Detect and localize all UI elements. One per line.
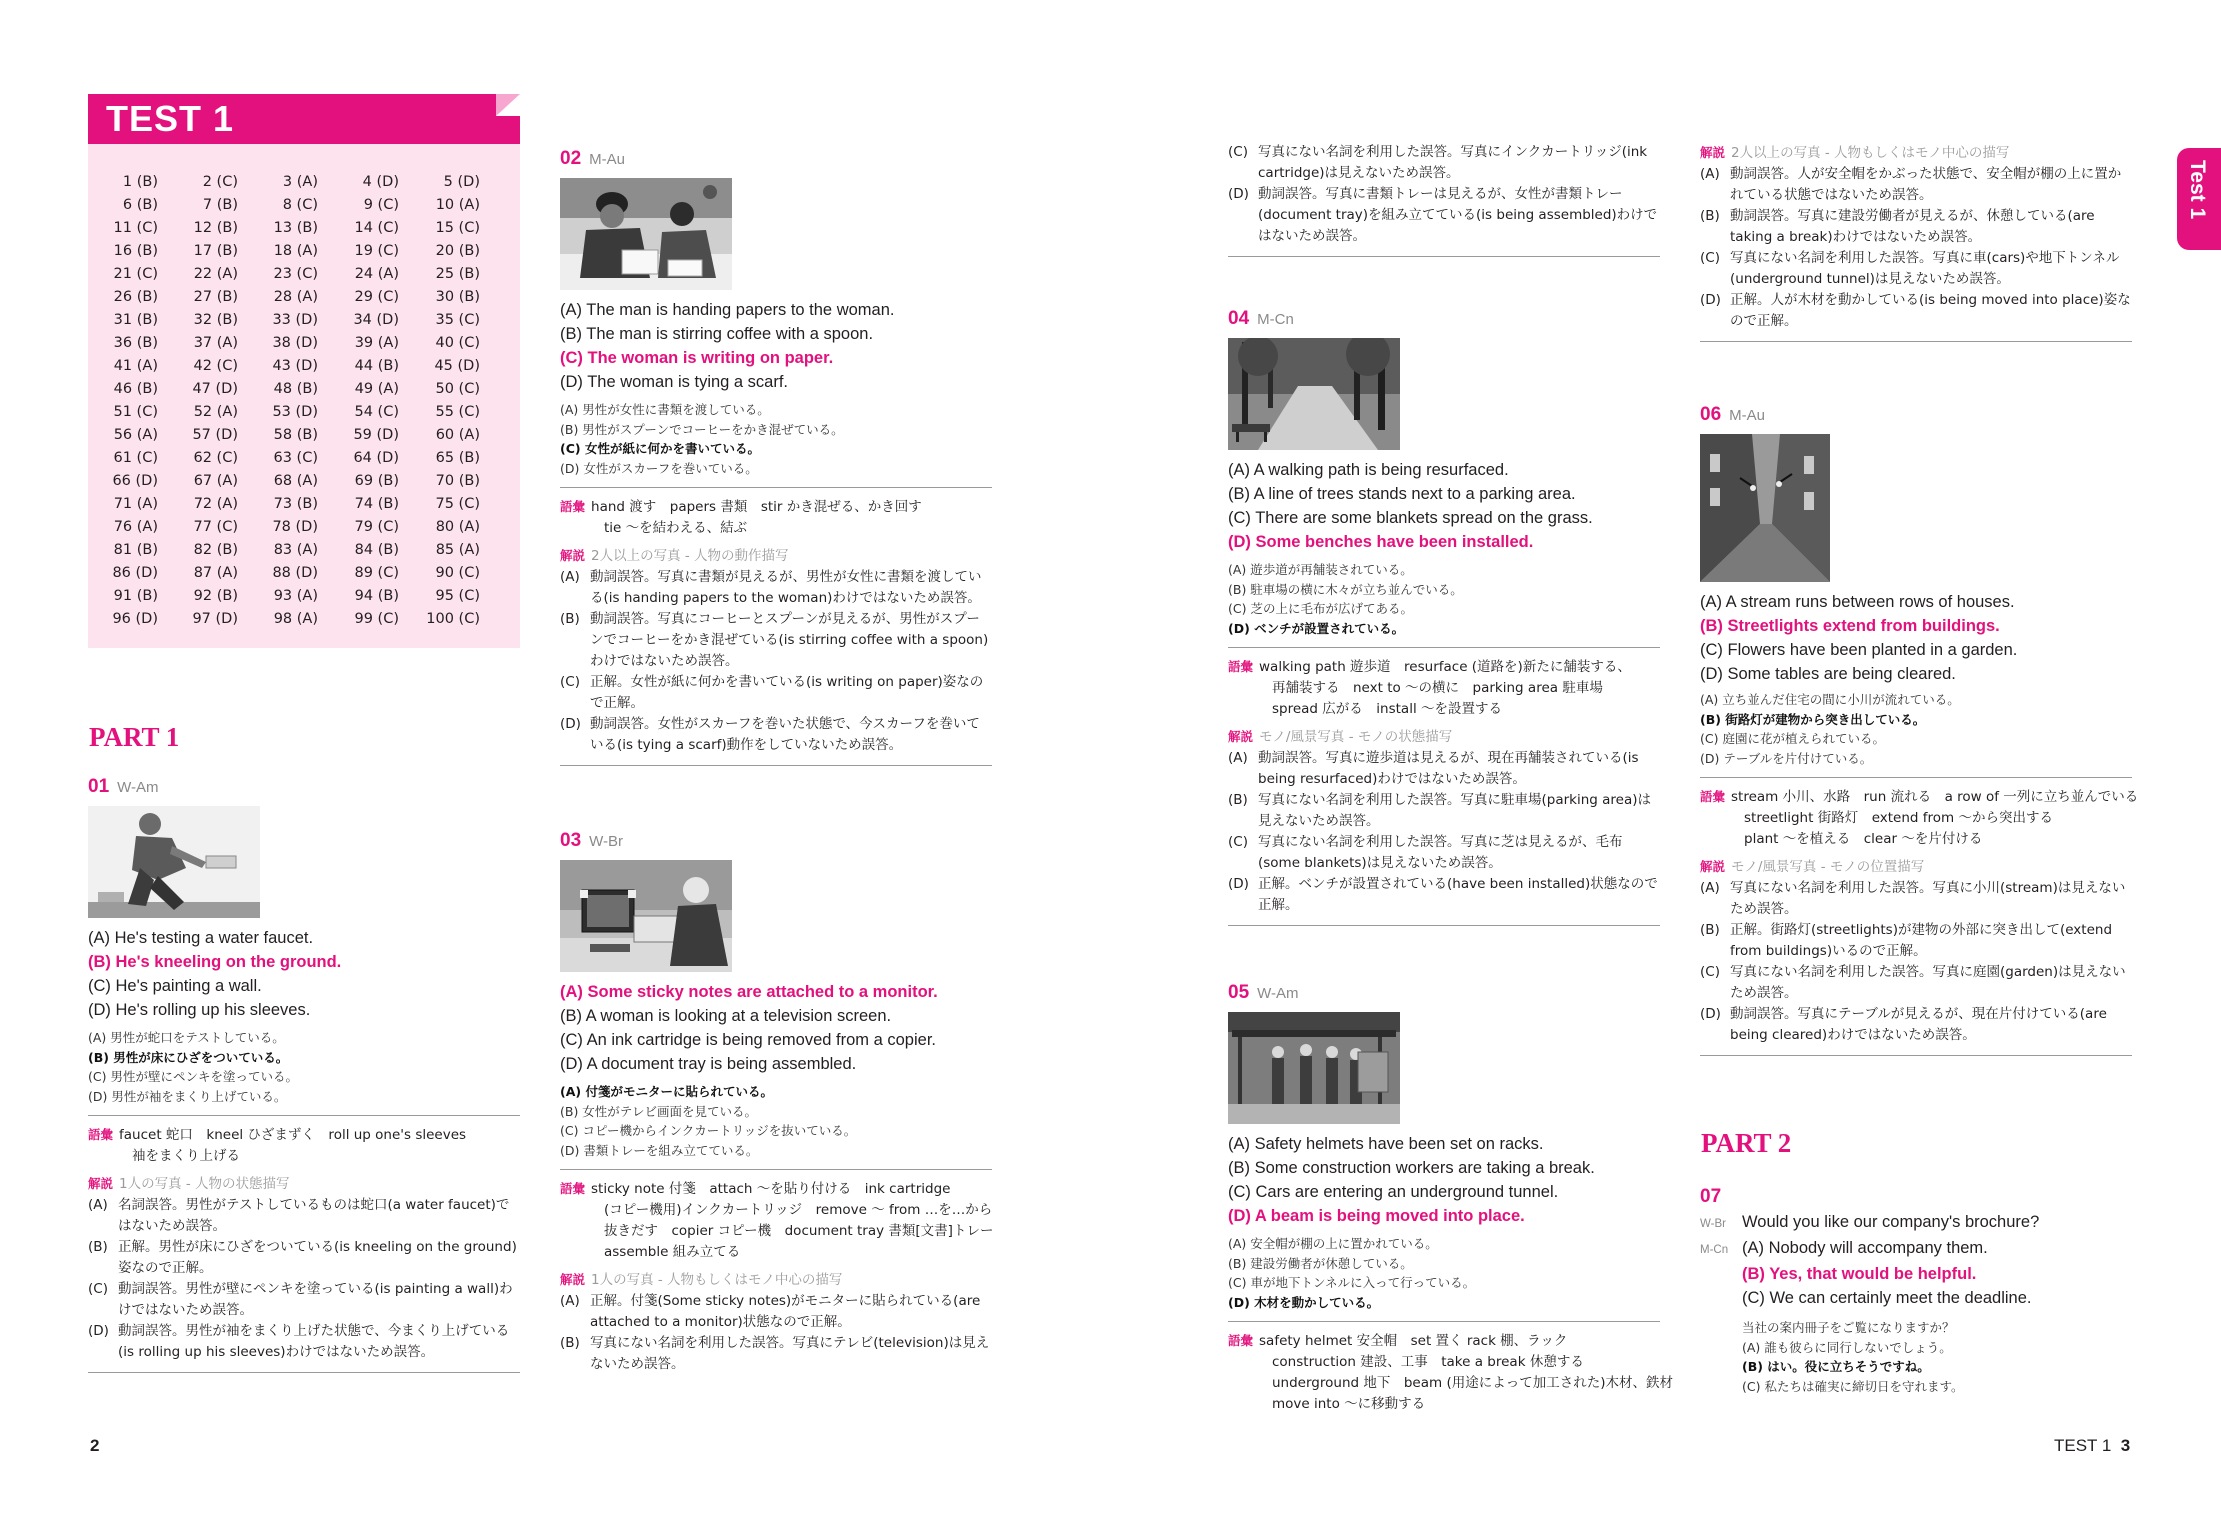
answer-key-cell: 10 (A): [435, 197, 480, 213]
vocabulary: 語彙 sticky note 付箋 attach ～を貼り付ける ink cartridge (コピー機用)インクカートリッジ remove ～ from …を…から 抜きだす copier コピー機 document tray 書類[文書]トレー assemble 組み立てる: [560, 1181, 994, 1260]
divider: [560, 1169, 992, 1170]
jp-option-c: (C) 車が地下トンネルに入って行っている。: [1228, 1275, 1476, 1290]
options-english: [560, 980, 992, 1076]
jp-option-a: (A) 男性が蛇口をテストしている。: [88, 1030, 285, 1045]
vocabulary: 語彙 walking path 遊歩道 resurface (道路を)新たに舗装する、 再舗装する next to ～の横に parking area 駐車場 spread 広がる install ～を設置する: [1228, 659, 1631, 717]
divider: [1700, 341, 2132, 342]
answer-key-cell: 16 (B): [113, 243, 158, 259]
option-c: (C) There are some blankets spread on the grass.: [1228, 509, 1593, 527]
answer-key-cell: 92 (B): [193, 588, 238, 604]
answer-key-cell: 100 (C): [426, 611, 480, 627]
answer-key-cell: 28 (A): [273, 289, 318, 305]
options-japanese: [1700, 690, 2132, 768]
question-05-explanation: [1700, 142, 2132, 350]
explanation: (A) 正解。付箋(Some sticky notes)がモニターに貼られている(are attached to a monitor)状態なので正解。 (B) 写真にない名詞を利用した誤答。写真にテレビ(television)は見えないため誤答。: [560, 1293, 990, 1372]
option-d: (D) The woman is tying a scarf.: [560, 373, 789, 391]
option-b-correct: (B) Yes, that would be helpful.: [1742, 1265, 1977, 1283]
speaker-label: M-Cn: [1257, 311, 1294, 328]
answer-key-row: [88, 174, 520, 197]
answer-key-cell: 20 (B): [435, 243, 480, 259]
vocabulary: 語彙 safety helmet 安全帽 set 置く rack 棚、ラック construction 建設、工事 take a break 休憩する underground 地下 beam (用途によって加工された)木材、鉄材 move into ～に移動する: [1228, 1333, 1673, 1412]
option-d: (D) Some tables are being cleared.: [1700, 665, 1956, 683]
answer-key-cell: 79 (C): [354, 519, 399, 535]
answer-key-cell: 63 (C): [273, 450, 318, 466]
answer-key-cell: 33 (D): [272, 312, 318, 328]
answer-key-row: [88, 381, 520, 404]
answer-key-cell: 70 (B): [435, 473, 480, 489]
answer-key-cell: 40 (C): [435, 335, 480, 351]
answer-key-cell: 59 (D): [353, 427, 399, 443]
options-english: [88, 926, 520, 1022]
answer-key-cell: 54 (C): [354, 404, 399, 420]
answer-key-cell: 78 (D): [272, 519, 318, 535]
answer-key-cell: 24 (A): [354, 266, 399, 282]
answer-key-cell: 75 (C): [435, 496, 480, 512]
options-japanese: [1228, 560, 1660, 638]
explanation: (A) 動詞誤答。人が安全帽をかぶった状態で、安全帽が棚の上に置かれている状態ではないため誤答。 (B) 動詞誤答。写真に建設労働者が見えるが、休憩している(are taking a break)わけではないため誤答。 (C) 写真にない名詞を利用した誤答。写真に車(cars)や地下トンネル(underground tunnel)は見えないため誤答。 (D) 正解。人が木材を動かしている(is being moved into place)姿なので正解。: [1700, 166, 2131, 329]
answer-key-cell: 57 (D): [192, 427, 238, 443]
answer-key-cell: 30 (B): [435, 289, 480, 305]
vocabulary: 語彙 stream 小川、水路 run 流れる a row of 一列に立ち並んでいる streetlight 街路灯 extend from ～から突出する plant ～を植える clear ～を片付ける: [1700, 789, 2139, 847]
part2-title: PART 2: [1701, 1128, 1792, 1158]
answer-key-row: [88, 220, 520, 243]
answer-key-cell: 86 (D): [112, 565, 158, 581]
option-c: (C) Cars are entering an underground tunnel.: [1228, 1183, 1559, 1201]
option-a: (A) Nobody will accompany them.: [1742, 1239, 1988, 1257]
jp-option-b: (B) 建設労働者が休憩している。: [1228, 1255, 1413, 1271]
answer-key-row: [88, 519, 520, 542]
answer-key-cell: 84 (B): [354, 542, 399, 558]
answer-key-cell: 50 (C): [435, 381, 480, 397]
answer-key-cell: 41 (A): [113, 358, 158, 374]
question-05: [1228, 982, 1673, 1415]
speaker-label: W-Br: [589, 833, 624, 850]
options-japanese: [560, 1082, 992, 1160]
question-number: 03 W-Br: [560, 830, 624, 851]
footer-test-label: TEST 1: [2054, 1436, 2112, 1455]
answer-key-cell: 51 (C): [113, 404, 158, 420]
answer-key-cell: 64 (D): [353, 450, 399, 466]
answer-key-cell: 96 (D): [112, 611, 158, 627]
jp-option-b: (B) 女性がテレビ画面を見ている。: [560, 1103, 758, 1119]
photo-woman-monitor: [560, 860, 732, 972]
answer-key-cell: 4 (D): [362, 174, 399, 190]
answer-key-cell: 67 (A): [193, 473, 238, 489]
jp-option-d: (D) 女性がスカーフを巻いている。: [560, 460, 758, 476]
vocabulary: 語彙 faucet 蛇口 kneel ひざまずく roll up one's sleeves 袖をまくり上げる: [88, 1127, 467, 1164]
answer-key-table: [88, 144, 520, 648]
answer-key-cell: 3 (A): [282, 174, 318, 190]
option-b: (B) A woman is looking at a television screen.: [560, 1007, 892, 1025]
options-japanese: [560, 400, 992, 478]
jp-option-a: (A) 安全帽が棚の上に置かれている。: [1228, 1236, 1438, 1251]
answer-key-row: [88, 588, 520, 611]
answer-key-cell: 53 (D): [272, 404, 318, 420]
answer-key-cell: 13 (B): [273, 220, 318, 236]
option-c: (C) Flowers have been planted in a garden.: [1700, 641, 2018, 659]
question-03-continued: [1228, 142, 1660, 265]
question-02: [560, 148, 992, 774]
answer-key-cell: 45 (D): [434, 358, 480, 374]
jp-option-b: (B) はい。役に立ちそうですね。: [1742, 1359, 1930, 1374]
question-01: [88, 776, 520, 1381]
option-a: (A) A stream runs between rows of houses.: [1700, 593, 2015, 611]
answer-key-cell: 52 (A): [193, 404, 238, 420]
option-c-correct: (C) The woman is writing on paper.: [560, 349, 834, 367]
explanation-head: 解説 1人の写真 - 人物もしくはモノ中心の描写: [560, 1272, 843, 1288]
answer-key-cell: 25 (B): [435, 266, 480, 282]
options-english: [560, 298, 992, 394]
answer-key-row: [88, 243, 520, 266]
option-c: (C) He's painting a wall.: [88, 977, 262, 995]
answer-key-cell: 98 (A): [273, 611, 318, 627]
jp-option-b: (B) 男性がスプーンでコーヒーをかき混ぜている。: [560, 421, 844, 437]
jp-option-c: (C) 庭園に花が植えられている。: [1700, 731, 1885, 746]
question-06: [1700, 404, 2139, 1064]
answer-key-cell: 69 (B): [354, 473, 399, 489]
option-c: (C) An ink cartridge is being removed from a copier.: [560, 1031, 936, 1049]
jp-option-d: (D) 男性が袖をまくり上げている。: [88, 1088, 287, 1104]
question-number: 01 W-Am: [88, 776, 159, 797]
option-b-correct: (B) Streetlights extend from buildings.: [1700, 617, 2000, 635]
explanation-head: 解説 モノ/風景写真 - モノの位置描写: [1700, 859, 1925, 875]
answer-key-cell: 38 (D): [272, 335, 318, 351]
answer-key-row: [88, 427, 520, 450]
answer-key-cell: 97 (D): [192, 611, 238, 627]
options-english: [1228, 458, 1660, 554]
answer-key-row: [88, 565, 520, 588]
option-a: (A) Safety helmets have been set on racks.: [1228, 1135, 1544, 1153]
jp-option-a: (A) 男性が女性に書類を渡している。: [560, 402, 770, 417]
divider: [560, 765, 992, 766]
answer-key-cell: 89 (C): [354, 565, 399, 581]
option-b: (B) A line of trees stands next to a parking area.: [1228, 485, 1576, 503]
jp-option-d: (D) 木材を動かしている。: [1228, 1294, 1380, 1310]
test-header: [88, 94, 520, 144]
explanation: (A) 動詞誤答。写真に書類が見えるが、男性が女性に書類を渡している(is handing papers to the woman)わけではないため誤答。 (B) 動詞誤答。写真にコーヒーとスプーンが見えるが、男性がスプーンでコーヒーをかき混ぜている(is stirring coffee with a spoon)わけではないため誤答。 (C) 正解。女性が紙に何かを書いている(is writing on paper)姿なので正解。 (D) 動詞誤答。女性がスカーフを巻いた状態で、今スカーフを巻いている(is tying a scarf)動作をしていないため誤答。: [560, 569, 989, 753]
answer-key-cell: 49 (A): [354, 381, 399, 397]
options-japanese: [88, 1028, 520, 1106]
option-d-correct: (D) A beam is being moved into place.: [1228, 1207, 1525, 1225]
options-japanese: [1700, 1318, 2132, 1396]
answer-key-cell: 76 (A): [113, 519, 158, 535]
answer-key-cell: 74 (B): [354, 496, 399, 512]
option-a: (A) He's testing a water faucet.: [88, 929, 314, 947]
answer-key-cell: 48 (B): [273, 381, 318, 397]
question-number: 04 M-Cn: [1228, 308, 1294, 329]
answer-key-row: [88, 335, 520, 358]
answer-key-cell: 82 (B): [193, 542, 238, 558]
answer-key-cell: 80 (A): [435, 519, 480, 535]
jp-option-d: (D) ベンチが設置されている。: [1228, 620, 1405, 636]
photo-narrow-street: [1700, 434, 1830, 582]
jp-option-b: (B) 男性が床にひざをついている。: [88, 1049, 289, 1065]
jp-option-c: (C) 芝の上に毛布が広げてある。: [1228, 601, 1413, 616]
answer-key-cell: 8 (C): [282, 197, 318, 213]
answer-key-row: [88, 358, 520, 381]
answer-key-cell: 14 (C): [354, 220, 399, 236]
answer-key-cell: 9 (C): [363, 197, 399, 213]
speaker-label: W-Am: [1257, 985, 1299, 1002]
answer-key-cell: 56 (A): [113, 427, 158, 443]
answer-key-row: [88, 542, 520, 565]
jp-option-d: (D) 書類トレーを組み立てている。: [560, 1142, 759, 1158]
answer-key-cell: 42 (C): [193, 358, 238, 374]
option-d: (D) A document tray is being assembled.: [560, 1055, 857, 1073]
photo-man-kneeling: [88, 806, 260, 918]
answer-key-cell: 44 (B): [354, 358, 399, 374]
explanation-head: 解説 1人の写真 - 人物の状態描写: [88, 1176, 290, 1192]
option-d-correct: (D) Some benches have been installed.: [1228, 533, 1534, 551]
answer-key-cell: 7 (B): [202, 197, 238, 213]
answer-key-row: [88, 473, 520, 496]
photo-workers-beam: [1228, 1012, 1400, 1124]
divider: [1700, 777, 2132, 778]
page-footer-right: [2054, 1436, 2130, 1456]
page-number-left: 2: [90, 1436, 100, 1455]
divider: [88, 1372, 520, 1373]
answer-key-cell: 36 (B): [113, 335, 158, 351]
answer-key-cell: 77 (C): [193, 519, 238, 535]
speaker-label: M-Au: [589, 151, 625, 168]
divider: [560, 487, 992, 488]
vocabulary: 語彙 hand 渡す papers 書類 stir かき混ぜる、かき回す tie ～を結わえる、結ぶ: [560, 499, 922, 536]
answer-key-cell: 94 (B): [354, 588, 399, 604]
jp-question: 当社の案内冊子をご覧になりますか？: [1742, 1320, 1955, 1335]
option-a: (A) A walking path is being resurfaced.: [1228, 461, 1509, 479]
answer-key-cell: 62 (C): [193, 450, 238, 466]
answer-key-cell: 5 (D): [443, 174, 480, 190]
divider: [1228, 256, 1660, 257]
answer-key-row: [88, 450, 520, 473]
option-b: (B) The man is stirring coffee with a spoon.: [560, 325, 874, 343]
answer-key-cell: 12 (B): [193, 220, 238, 236]
option-b: (B) Some construction workers are taking a break.: [1228, 1159, 1595, 1177]
answer-key-cell: 68 (A): [273, 473, 318, 489]
divider: [1228, 1321, 1660, 1322]
question-number: 06 M-Au: [1700, 404, 1765, 425]
answer-key-cell: 11 (C): [113, 220, 158, 236]
answer-key-row: [88, 312, 520, 335]
answer-key-cell: 37 (A): [193, 335, 238, 351]
answer-key-cell: 15 (C): [435, 220, 480, 236]
jp-option-c: (C) 女性が紙に何かを書いている。: [560, 441, 760, 456]
jp-option-a: (A) 立ち並んだ住宅の間に小川が流れている。: [1700, 692, 1960, 707]
answer-key-cell: 6 (B): [122, 197, 158, 213]
answer-key-row: [88, 404, 520, 427]
explanation: (A) 名詞誤答。男性がテストしているものは蛇口(a water faucet)ではないため誤答。 (B) 正解。男性が床にひざをついている(is kneeling on the ground)姿なので正解。 (C) 動詞誤答。男性が壁にペンキを塗っている(is painting a wall)わけではないため誤答。 (D) 動詞誤答。男性が袖をまくり上げた状態で、今まくり上げている(is rolling up his sleeves)わけではないため誤答。: [88, 1197, 517, 1360]
answer-key-row: [88, 496, 520, 519]
answer-key-cell: 17 (B): [193, 243, 238, 259]
option-b-correct: (B) He's kneeling on the ground.: [88, 953, 342, 971]
option-c: (C) We can certainly meet the deadline.: [1742, 1289, 2032, 1307]
speaker-label: M-Au: [1729, 407, 1765, 424]
answer-key-cell: 99 (C): [354, 611, 399, 627]
answer-key-cell: 66 (D): [112, 473, 158, 489]
answer-key-cell: 61 (C): [113, 450, 158, 466]
jp-option-c: (C) 私たちは確実に締切日を守れます。: [1742, 1378, 1964, 1394]
answer-key-cell: 39 (A): [354, 335, 399, 351]
jp-option-d: (D) テーブルを片付けている。: [1700, 750, 1873, 766]
question-number: 02 M-Au: [560, 148, 625, 169]
answer-key-cell: 27 (B): [193, 289, 238, 305]
answer-key-cell: 47 (D): [192, 381, 238, 397]
answer-key-cell: 90 (C): [435, 565, 480, 581]
answer-key-cell: 46 (B): [113, 381, 158, 397]
answer-key-cell: 32 (B): [193, 312, 238, 328]
jp-option-c: (C) 男性が壁にペンキを塗っている。: [88, 1069, 298, 1084]
photo-park-path-benches: [1228, 338, 1400, 450]
speaker-label: W-Am: [117, 779, 159, 796]
side-tab: Test 1: [2177, 148, 2221, 250]
answer-key-cell: 58 (B): [273, 427, 318, 443]
answer-key-cell: 73 (B): [273, 496, 318, 512]
photo-man-woman-papers: [560, 178, 732, 290]
page-number-right: 3: [2120, 1436, 2131, 1455]
answer-key-cell: 72 (A): [193, 496, 238, 512]
explanation-continued: (C) 写真にない名詞を利用した誤答。写真にインクカートリッジ(ink cartridge)は見えないため誤答。 (D) 動詞誤答。写真に書類トレーは見えるが、女性が書類トレー(document tray)を組み立てている(is being assembled)わけではないため誤答。: [1228, 144, 1658, 244]
jp-option-c: (C) コピー機からインクカートリッジを抜いている。: [560, 1123, 857, 1138]
speaker-label: W-Br: [1700, 1218, 1726, 1230]
option-a-correct: (A) Some sticky notes are attached to a monitor.: [560, 983, 938, 1001]
dialogue: [1700, 1210, 2132, 1310]
jp-option-b: (B) 駐車場の横に木々が立ち並んでいる。: [1228, 581, 1463, 597]
answer-key-cell: 22 (A): [193, 266, 238, 282]
answer-key-cell: 2 (C): [202, 174, 238, 190]
divider: [88, 1115, 520, 1116]
jp-option-a: (A) 付箋がモニターに貼られている。: [560, 1084, 773, 1099]
answer-key-cell: 95 (C): [435, 588, 480, 604]
explanation: (A) 動詞誤答。写真に遊歩道は見えるが、現在再舗装されている(is being resurfaced)わけではないため誤答。 (B) 写真にない名詞を利用した誤答。写真に駐車場(parking area)は見えないため誤答。 (C) 写真にない名詞を利用した誤答。写真に芝は見えるが、毛布(some blankets)は見えないため誤答。 (D) 正解。ベンチが設置されている(have been installed)状態なので正解。: [1228, 750, 1658, 913]
answer-key-cell: 34 (D): [353, 312, 399, 328]
question-04: [1228, 308, 1660, 934]
answer-key-cell: 21 (C): [113, 266, 158, 282]
corner-fold: [496, 94, 520, 116]
options-english: [1228, 1132, 1660, 1228]
options-english: [1700, 590, 2132, 686]
question-03: [560, 830, 992, 1375]
answer-key-cell: 1 (B): [122, 174, 158, 190]
answer-key-cell: 19 (C): [354, 243, 399, 259]
answer-key-cell: 18 (A): [273, 243, 318, 259]
answer-key-cell: 88 (D): [272, 565, 318, 581]
explanation-head: 解説 モノ/風景写真 - モノの状態描写: [1228, 729, 1453, 745]
divider: [1228, 925, 1660, 926]
answer-key-row: [88, 289, 520, 312]
question-text: Would you like our company's brochure?: [1742, 1213, 2040, 1231]
answer-key-cell: 55 (C): [435, 404, 480, 420]
question-number: 07: [1700, 1186, 1722, 1207]
answer-key-cell: 60 (A): [435, 427, 480, 443]
answer-key-cell: 87 (A): [193, 565, 238, 581]
answer-key-cell: 85 (A): [435, 542, 480, 558]
answer-key-row: [88, 197, 520, 220]
speaker-label: M-Cn: [1700, 1244, 1729, 1256]
part1-title: PART 1: [89, 722, 180, 752]
divider: [1700, 1055, 2132, 1056]
options-japanese: [1228, 1234, 1660, 1312]
answer-key-cell: 26 (B): [113, 289, 158, 305]
option-d: (D) He's rolling up his sleeves.: [88, 1001, 311, 1019]
answer-key-row: [88, 266, 520, 289]
answer-key-cell: 81 (B): [113, 542, 158, 558]
explanation-head: 解説 2人以上の写真 - 人物もしくはモノ中心の描写: [1700, 145, 2010, 161]
jp-option-a: (A) 誰も彼らに同行しないでしょう。: [1742, 1339, 1952, 1355]
jp-option-a: (A) 遊歩道が再舗装されている。: [1228, 562, 1413, 577]
answer-key-cell: 35 (C): [435, 312, 480, 328]
test-title: TEST 1: [106, 98, 235, 139]
answer-key-row: [88, 611, 520, 634]
question-07: [1700, 1186, 2132, 1396]
divider: [1228, 647, 1660, 648]
answer-key-cell: 83 (A): [273, 542, 318, 558]
answer-key-cell: 31 (B): [113, 312, 158, 328]
answer-key-cell: 43 (D): [272, 358, 318, 374]
answer-key-cell: 71 (A): [113, 496, 158, 512]
answer-key-cell: 93 (A): [273, 588, 318, 604]
answer-key-cell: 65 (B): [435, 450, 480, 466]
jp-option-b: (B) 街路灯が建物から突き出している。: [1700, 711, 1926, 727]
option-a: (A) The man is handing papers to the woman.: [560, 301, 895, 319]
vocab-tag: 語彙: [88, 1127, 114, 1142]
answer-key-cell: 91 (B): [113, 588, 158, 604]
explanation-head: 解説 2人以上の写真 - 人物の動作描写: [560, 548, 789, 564]
answer-key-cell: 29 (C): [354, 289, 399, 305]
question-number: 05 W-Am: [1228, 982, 1299, 1003]
explanation: (A) 写真にない名詞を利用した誤答。写真に小川(stream)は見えないため誤答。 (B) 正解。街路灯(streetlights)が建物の外部に突き出して(extend from buildings)いるので正解。 (C) 写真にない名詞を利用した誤答。写真に庭園(garden)は見えないため誤答。 (D) 動詞誤答。写真にテーブルが見えるが、現在片付けている(are being cleared)わけではないため誤答。: [1700, 880, 2126, 1043]
answer-key-cell: 23 (C): [273, 266, 318, 282]
